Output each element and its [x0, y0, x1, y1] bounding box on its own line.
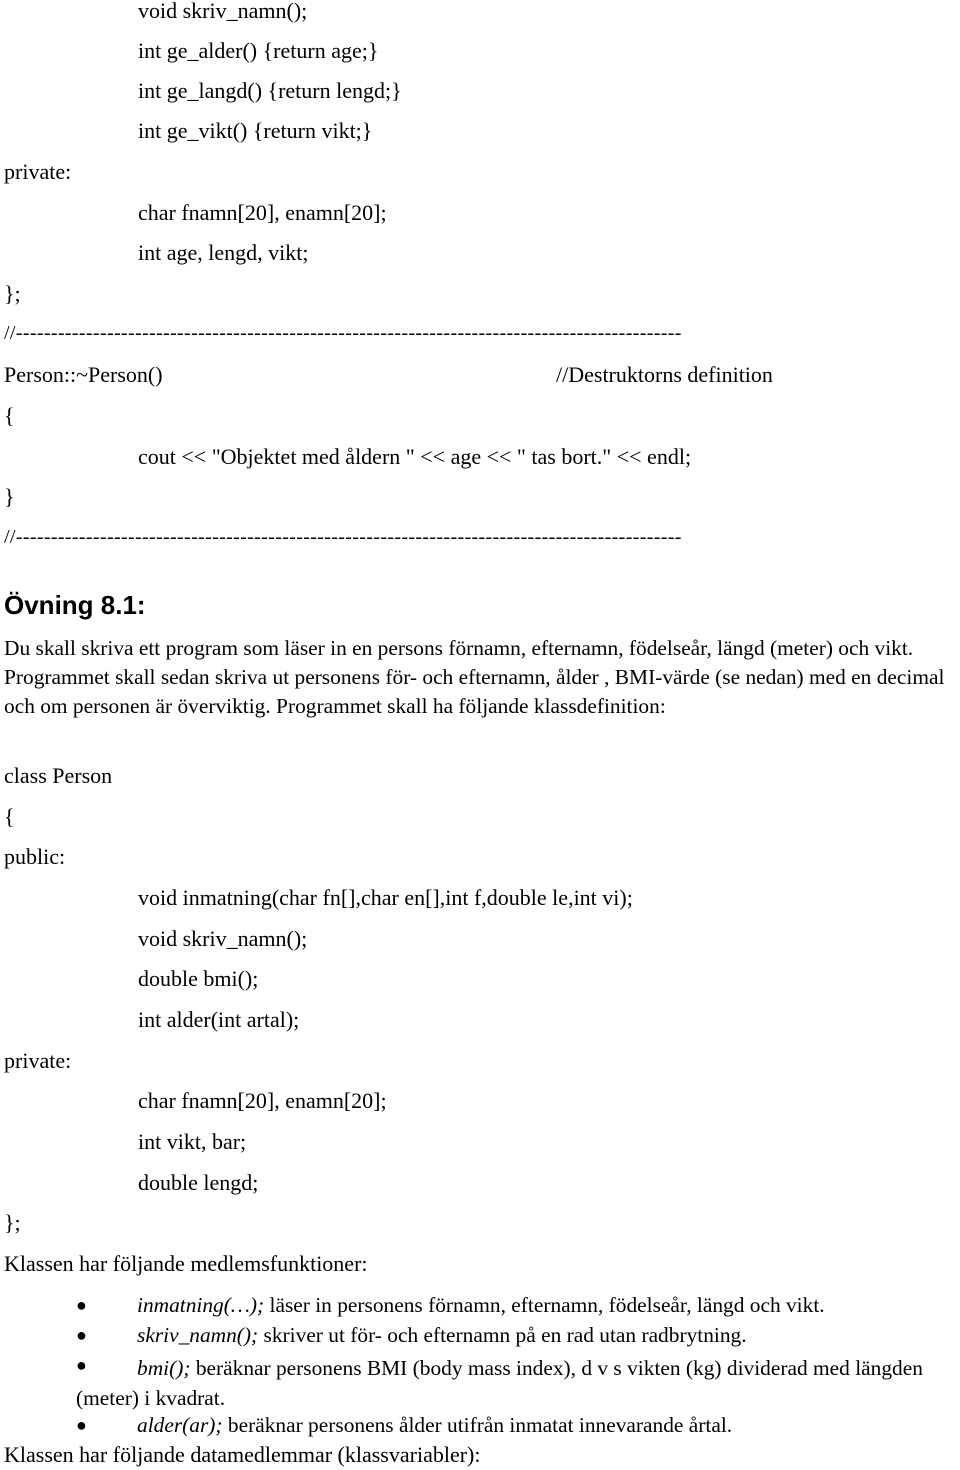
list-item — [137, 1323, 747, 1348]
code-line: char fnamn[20], enamn[20]; — [138, 200, 387, 225]
function-desc: skriver ut för- och efternamn på en rad utan radbrytning. — [258, 1323, 747, 1347]
code-line: void skriv_namn(); — [138, 0, 308, 23]
code-line: int alder(int artal); — [138, 1007, 300, 1032]
code-line: void skriv_namn(); — [138, 926, 308, 951]
brace-open: { — [4, 403, 15, 428]
function-name: inmatning(…); — [137, 1293, 265, 1317]
bullet-icon: ● — [76, 1415, 87, 1435]
code-line: int vikt, bar; — [138, 1129, 247, 1154]
destructor-signature: Person::~Person() — [4, 362, 163, 387]
class-end: }; — [4, 281, 21, 306]
class-header: class Person — [4, 763, 113, 788]
access-specifier: private: — [4, 159, 72, 184]
code-line: char fnamn[20], enamn[20]; — [138, 1088, 387, 1113]
brace-open: { — [4, 804, 15, 829]
bullet-icon: ● — [76, 1355, 87, 1375]
code-line: double lengd; — [138, 1170, 259, 1195]
function-name: bmi(); — [137, 1356, 191, 1380]
code-line: int ge_vikt() {return vikt;} — [138, 118, 373, 143]
brace-close: } — [4, 484, 15, 509]
bullet-icon: ● — [76, 1295, 87, 1315]
destructor-body: cout << "Objektet med åldern " << age << " tas bort." << endl; — [138, 444, 692, 469]
separator-line: //----------------------------------------------------------------------------------------------- — [4, 322, 682, 344]
access-specifier: public: — [4, 844, 66, 869]
access-specifier: private: — [4, 1048, 72, 1073]
function-name: skriv_namn(); — [137, 1323, 259, 1347]
exercise-paragraph: Du skall skriva ett program som läser in en persons förnamn, efternamn, födelseår, längd (meter) och vikt. Programmet skall sedan skriva ut personens för- och efternamn, ålder , BMI-värde (se nedan) med en decimal och om personen är överviktig. Programmet skall ha följande klassdefinition: — [4, 636, 945, 718]
code-line: int ge_alder() {return age;} — [138, 38, 379, 63]
members-heading: Klassen har följande medlemsfunktioner: — [4, 1251, 368, 1276]
function-desc: beräknar personens BMI (body mass index), d v s vikten (kg) dividerad med längden (meter) i kvadrat. — [76, 1356, 923, 1410]
function-name: alder(ar); — [137, 1413, 223, 1437]
exercise-title: Övning 8.1: — [4, 590, 146, 620]
code-line: int ge_langd() {return lengd;} — [138, 78, 402, 103]
list-item — [76, 1353, 960, 1413]
list-item — [137, 1413, 732, 1438]
function-desc: läser in personens förnamn, efternamn, födelseår, längd och vikt. — [264, 1293, 825, 1317]
code-line: void inmatning(char fn[],char en[],int f,double le,int vi); — [138, 885, 633, 910]
destructor-comment: //Destruktorns definition — [556, 362, 773, 387]
function-desc: beräknar personens ålder utifrån inmatat innevarande årtal. — [222, 1413, 733, 1437]
class-end: }; — [4, 1210, 21, 1235]
separator-line: //----------------------------------------------------------------------------------------------- — [4, 526, 682, 548]
data-members-heading: Klassen har följande datamedlemmar (klassvariabler): — [4, 1442, 481, 1467]
bullet-icon: ● — [76, 1325, 87, 1345]
code-line: int age, lengd, vikt; — [138, 240, 309, 265]
code-line: double bmi(); — [138, 966, 259, 991]
list-item — [137, 1293, 825, 1318]
